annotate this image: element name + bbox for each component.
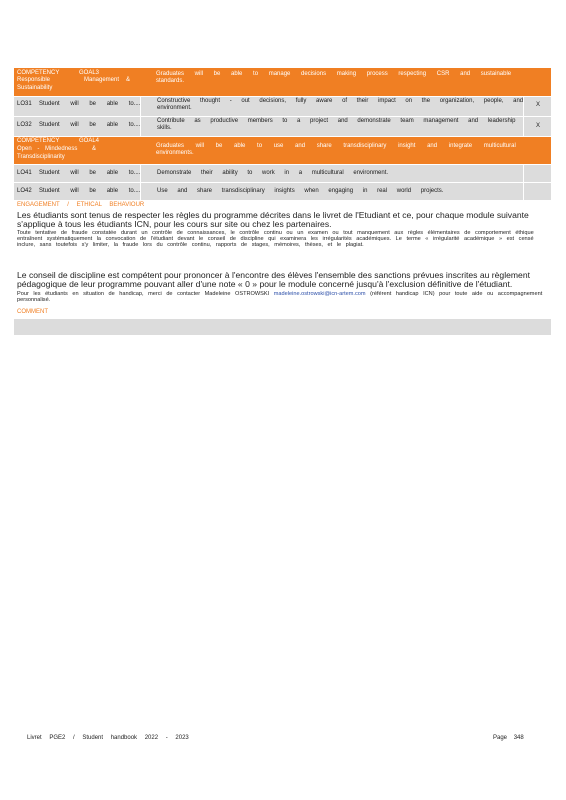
goal4-competency-label: COMPETENCY — [17, 138, 60, 144]
lo32-lead: Student will be able to.... — [39, 122, 141, 128]
lo42-lead: Student will be able to.... — [39, 188, 141, 194]
footer-page-number — [493, 735, 524, 741]
goal4-subtitle-amp: & — [92, 146, 97, 152]
lo41-divider-left — [140, 165, 141, 182]
goal3-subtitle-responsible: Responsible — [17, 77, 51, 83]
body-paragraph-1: Les étudiants sont tenus de respecter les règles du programme décrites dans le livret de l'Etudiant et ce, pour chaque module suivante s'applique à tous les étudiants ICN, pour les cours sur site ou chez les partenaires. — [17, 210, 529, 229]
lo32-code: LO32 — [17, 122, 32, 128]
lo31-code: LO31 — [17, 101, 32, 107]
lo41-text: Demonstrate their ability to work in a multicultural environment. — [157, 170, 389, 176]
footer-page-value: 348 — [513, 735, 524, 741]
goal4-subtitle-transdisciplinarity: Transdisciplinarity — [17, 154, 65, 160]
comment-heading: COMMENT — [17, 309, 48, 315]
lo42-divider-right — [523, 183, 524, 200]
body-paragraph-2: Toute tentative de fraude constatée durant un contrôle de connaissances, le contrôle continu ou un examen ou tout manquement aux règles élémentaires de comportement éthique entraînent systématiquement la convocation de l'étudiant devant le conseil de discipline qui examinera les irrégularités académiques. Le terme « irrégularité académique » est censé inclure, sans toutefois s'y limiter, la fraude lors du contrôle continu, rapports de stages, mémoires, thèses, et le plagiat. — [17, 230, 534, 249]
contact-email-link[interactable]: madeleine.ostrowski@icn-artem.com — [273, 291, 366, 297]
comment-box — [14, 319, 551, 335]
handicap-text-start: Pour les étudiants en situation de handicap, merci de contacter Madeleine OSTROWSKI — [17, 291, 270, 297]
lo42-text: Use and share transdisciplinary insights when engaging in real world projects. — [157, 188, 444, 194]
body-paragraph-3: Le conseil de discipline est compétent pour prononcer à l'encontre des élèves l'ensemble des sanctions prévues inscrites au règlement pédagogique de leur programme pouvant aller d'une note « 0 » pour le module concerné jusqu'à l'exclusion définitive de l'étudiant. — [17, 270, 530, 289]
goal4-goal-label: GOAL4 — [79, 138, 100, 144]
body-paragraph-4 — [17, 291, 553, 303]
lo31-divider-right — [523, 97, 524, 116]
goal3-subtitle-management: Management — [84, 77, 120, 83]
handicap-text-end: (référent handicap ICN) pour toute aide ou accompagnement personnalisé. — [17, 291, 543, 304]
lo41-row — [14, 165, 551, 182]
lo32-mark: X — [536, 123, 541, 129]
goal3-subtitle-amp: & — [126, 77, 131, 83]
goal3-competency-label: COMPETENCY — [17, 70, 60, 76]
lo42-row — [14, 183, 551, 200]
goal4-subtitle-open: Open - Mindedness — [17, 146, 78, 152]
engagement-heading: ENGAGEMENT / ETHICAL BEHAVIOUR — [17, 202, 145, 208]
goal4-description: Graduates will be able to use and share transdisciplinary insight and integrate multicultural environments. — [156, 143, 516, 156]
lo31-divider-left — [140, 97, 141, 116]
lo41-lead: Student will be able to.... — [39, 170, 141, 176]
lo32-row — [14, 117, 551, 136]
lo42-code: LO42 — [17, 188, 32, 194]
footer-document-title: Livret PGE2 / Student handbook 2022 - 2023 — [27, 735, 189, 741]
goal4-header-row — [14, 137, 551, 164]
goal3-header-row — [14, 68, 551, 96]
lo42-divider-left — [140, 183, 141, 200]
lo31-text: Constructive thought - out decisions, fully aware of their impact on the organization, people, and environment. — [157, 98, 524, 111]
goal3-goal-label: GOAL3 — [79, 70, 100, 76]
lo32-divider-right — [523, 117, 524, 136]
footer-page-label: Page — [493, 735, 508, 741]
lo41-code: LO41 — [17, 170, 32, 176]
goal3-subtitle-sustainability: Sustainability — [17, 85, 53, 91]
lo32-text: Contribute as productive members to a project and demonstrate team management and leadership skills. — [157, 118, 516, 131]
lo31-mark: X — [536, 102, 541, 108]
lo41-divider-right — [523, 165, 524, 182]
lo31-row — [14, 97, 551, 116]
lo32-divider-left — [140, 117, 141, 136]
lo31-lead: Student will be able to.... — [39, 101, 141, 107]
goal3-description: Graduates will be able to manage decisions making process respecting CSR and sustainable standards. — [156, 71, 512, 84]
